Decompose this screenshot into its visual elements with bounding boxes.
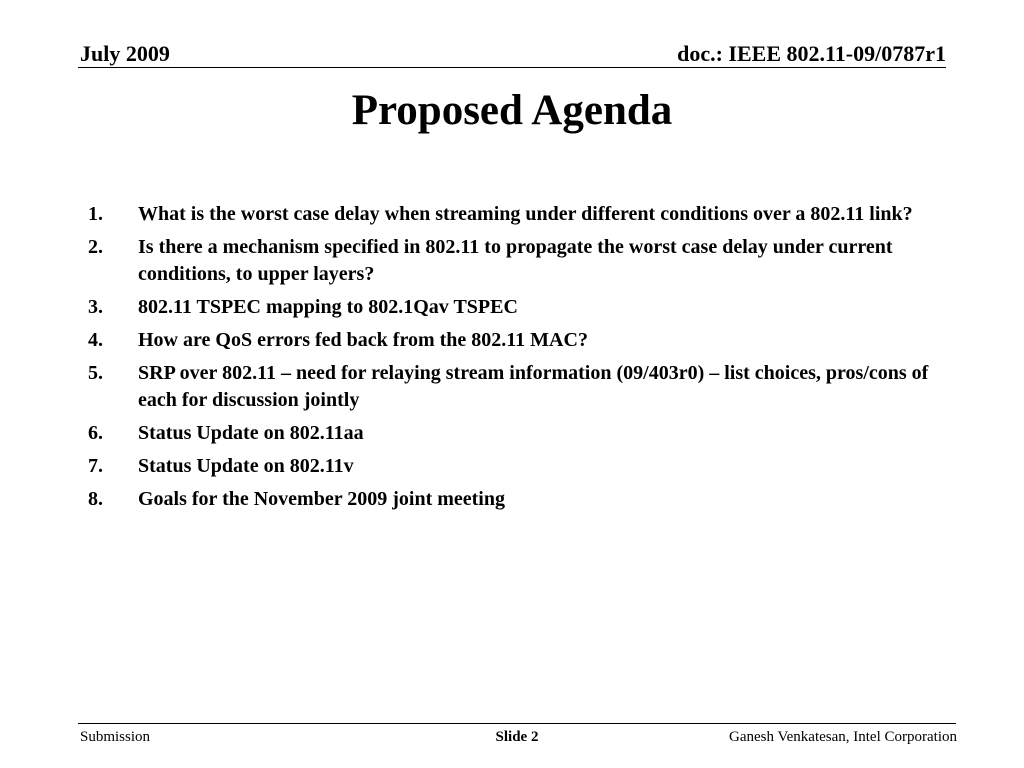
agenda-item-text: How are QoS errors fed back from the 802.11 MAC? <box>138 329 588 351</box>
agenda-item <box>80 234 940 288</box>
footer-divider <box>78 723 956 724</box>
agenda-item-number: 6. <box>88 422 103 444</box>
agenda-item-text: Goals for the November 2009 joint meeting <box>138 488 505 510</box>
agenda-item <box>80 486 940 513</box>
document-number: doc.: IEEE 802.11-09/0787r1 <box>677 41 946 66</box>
agenda-item-number: 8. <box>88 488 103 510</box>
agenda-item <box>80 201 940 228</box>
agenda-item <box>80 453 940 480</box>
agenda-item-number: 7. <box>88 455 103 477</box>
slide-number: Slide 2 <box>495 729 539 745</box>
agenda-item-number: 5. <box>88 362 103 384</box>
agenda-item-text: Status Update on 802.11v <box>138 455 354 477</box>
agenda-item-number: 3. <box>88 296 103 318</box>
agenda-item-text: Is there a mechanism specified in 802.11 to propagate the worst case delay under current conditions, to upper layers? <box>138 236 893 285</box>
agenda-item-text: SRP over 802.11 – need for relaying stream information (09/403r0) – list choices, pros/cons of each for discussion jointly <box>138 362 929 411</box>
header-date: July 2009 <box>80 41 170 66</box>
agenda-item <box>80 327 940 354</box>
agenda-item-text: What is the worst case delay when streaming under different conditions over a 802.11 link? <box>138 203 913 225</box>
agenda-item <box>80 294 940 321</box>
agenda-item <box>80 420 940 447</box>
footer-submission: Submission <box>80 729 151 745</box>
agenda-item-text: Status Update on 802.11aa <box>138 422 364 444</box>
agenda-item-number: 4. <box>88 329 103 351</box>
slide-title: Proposed Agenda <box>351 87 673 134</box>
agenda-item-number: 2. <box>88 236 103 258</box>
agenda-item-number: 1. <box>88 203 103 225</box>
agenda-item <box>80 360 940 414</box>
agenda-list <box>80 201 940 519</box>
footer-author: Ganesh Venkatesan, Intel Corporation <box>729 729 957 745</box>
agenda-item-text: 802.11 TSPEC mapping to 802.1Qav TSPEC <box>138 296 518 318</box>
header-divider <box>78 67 946 68</box>
